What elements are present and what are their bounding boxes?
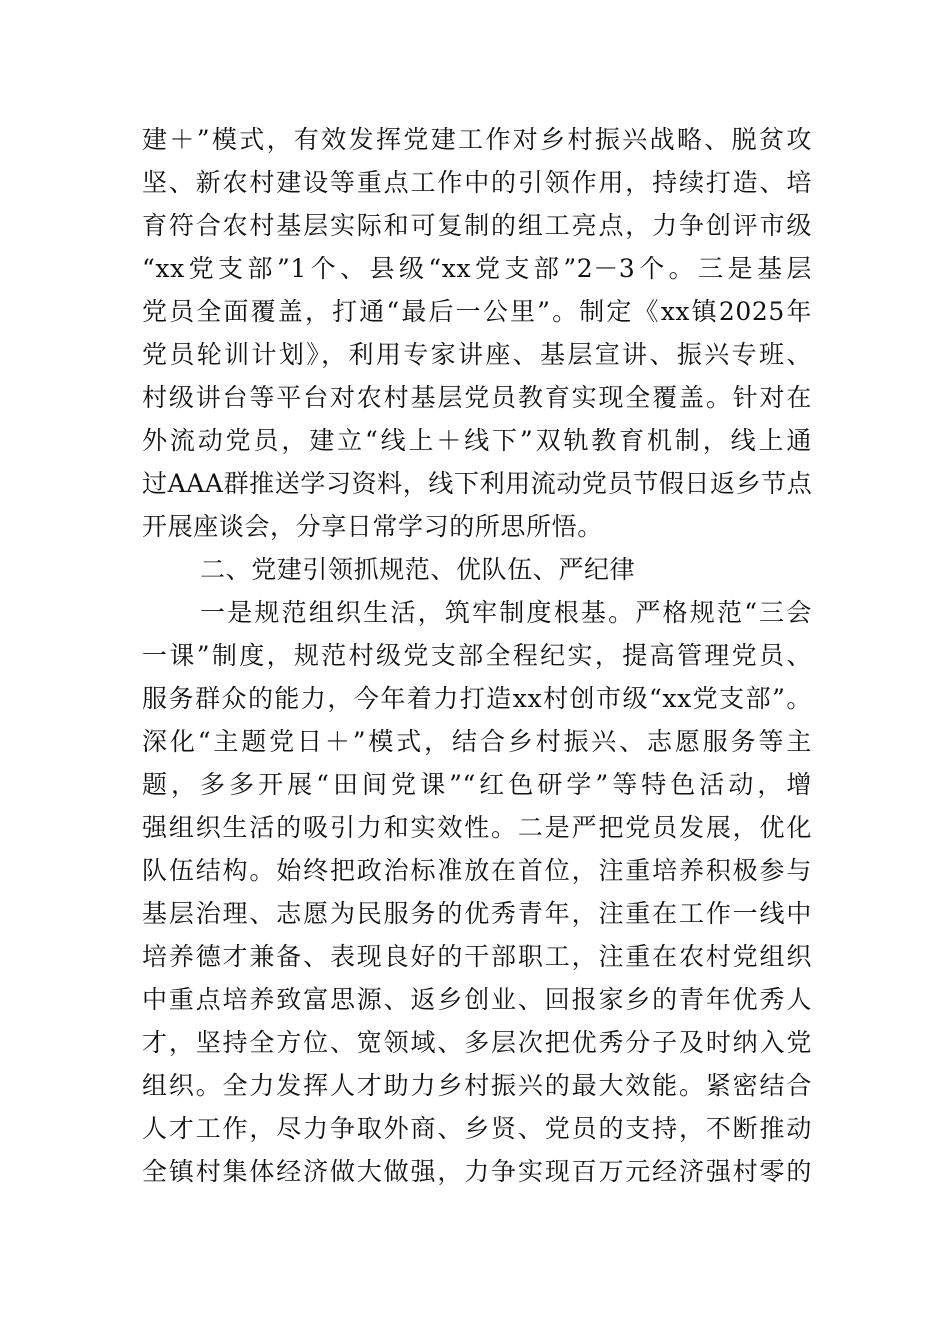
paragraph-line: 题，多多开展“田间党课”“红色研学”等特色活动，增 — [142, 770, 812, 799]
paragraph-line: 队伍结构。始终把政治标准放在首位，注重培养积极参与 — [142, 856, 812, 885]
paragraph-line: 人才工作，尽力争取外商、乡贤、党员的支持，不断推动 — [142, 1114, 812, 1143]
body-text — [142, 118, 812, 1193]
paragraph-line: 党员全面覆盖，打通“最后一公里”。制定《xx镇2025年 — [142, 297, 812, 326]
paragraph-line: 开展座谈会，分享日常学习的所思所悟。 — [142, 512, 603, 541]
paragraph-line: 坚、新农村建设等重点工作中的引领作用，持续打造、培 — [142, 168, 812, 197]
paragraph-line: 外流动党员，建立“线上＋线下”双轨教育机制，线上通 — [142, 426, 812, 455]
paragraph-line: 才，坚持全方位、宽领域、多层次把优秀分子及时纳入党 — [142, 1028, 812, 1057]
paragraph-line: 过AAA群推送学习资料，线下利用流动党员节假日返乡节点 — [142, 469, 813, 498]
paragraph-line: “xx党支部”1个、县级“xx党支部”2－3个。三是基层 — [142, 254, 812, 283]
paragraph-line: 党员轮训计划》，利用专家讲座、基层宣讲、振兴专班、 — [142, 340, 812, 369]
paragraph-line: 培养德才兼备、表现良好的干部职工，注重在农村党组织 — [142, 942, 812, 971]
paragraph-line: 一课”制度，规范村级党支部全程纪实，提高管理党员、 — [142, 641, 812, 670]
paragraph-line: 强组织生活的吸引力和实效性。二是严把党员发展，优化 — [142, 813, 812, 842]
paragraph-line: 村级讲台等平台对农村基层党员教育实现全覆盖。针对在 — [142, 383, 812, 412]
paragraph-line: 育符合农村基层实际和可复制的组工亮点，力争创评市级 — [142, 211, 812, 240]
paragraph-line: 组织。全力发挥人才助力乡村振兴的最大效能。紧密结合 — [142, 1071, 812, 1100]
paragraph-line: 全镇村集体经济做大做强，力争实现百万元经济强村零的 — [142, 1157, 812, 1186]
paragraph-line: 一是规范组织生活，筑牢制度根基。严格规范“三会 — [200, 598, 812, 627]
paragraph-line: 深化“主题党日＋”模式，结合乡村振兴、志愿服务等主 — [142, 727, 812, 756]
paragraph-line: 基层治理、志愿为民服务的优秀青年，注重在工作一线中 — [142, 899, 812, 928]
paragraph-line: 建＋”模式，有效发挥党建工作对乡村振兴战略、脱贫攻 — [142, 125, 812, 154]
paragraph-line: 服务群众的能力，今年着力打造xx村创市级“xx党支部”。 — [142, 684, 812, 713]
paragraph-line: 中重点培养致富思源、返乡创业、回报家乡的青年优秀人 — [142, 985, 812, 1014]
section-heading: 二、党建引领抓规范、优队伍、严纪律 — [200, 555, 636, 584]
